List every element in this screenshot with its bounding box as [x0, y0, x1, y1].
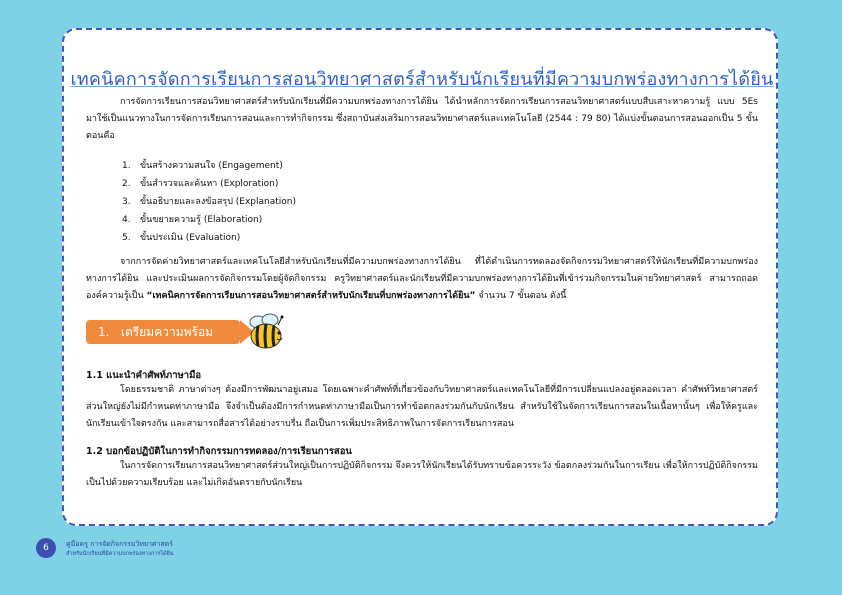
- step-item: 2. ขั้นสำรวจและค้นหา (Exploration): [122, 179, 279, 189]
- step-item: 5. ขั้นประเมิน (Evaluation): [122, 233, 241, 243]
- step-item: 1. ขั้นสร้างความสนใจ (Engagement): [122, 161, 283, 171]
- step-item: 3. ขั้นอธิบายและลงข้อสรุป (Explanation): [122, 197, 296, 207]
- steps-list: [122, 157, 422, 247]
- paragraph-1-1: โดยธรรมชาติ ภาษาต่างๆ ต้องมีการพัฒนาอยู่เสมอ โดยเฉพาะคำศัพท์ที่เกี่ยวข้องกับวิทยาศาสตร์และเทคโนโลยีที่มีการเปลี่ยนแปลงอยู่ตลอดเวลา คำศัพท์วิทยาศาสตร์ส่วนใหญ่ยังไม่มีกำหนดท่าภาษามือ จึงจำเป็นต้องมีการกำหนดท่าภาษามือเป็นการทำข้อตกลงร่วมกันกับนักเรียน สำหรับใช้ในจัดการเรียนการสอนในเนื้อหานั้นๆ เพื่อให้ครูและนักเรียนเข้าใจตรงกัน และสามารถสื่อสารได้อย่างราบรื่น ถือเป็นการเพิ่มประสิทธิภาพในการจัดการเรียนการสอน: [86, 385, 758, 429]
- technique-title-bold: “เทคนิคการจัดการเรียนการสอนวิทยาศาสตร์สำหรับนักเรียนที่บกพร่องทางการได้ยิน”: [146, 291, 476, 301]
- step-item: 4. ขั้นขยายความรู้ (Elaboration): [122, 215, 263, 225]
- page-title: เทคนิคการจัดการเรียนการสอนวิทยาศาสตร์สำหรับนักเรียนที่มีความบกพร่องทางการได้ยิน: [70, 69, 774, 90]
- subheading-1-1: 1.1 แนะนำคำศัพท์ภาษามือ: [86, 370, 202, 381]
- intro-paragraph: การจัดการเรียนการสอนวิทยาศาสตร์สำหรับนักเรียนที่มีความบกพร่องทางการได้ยิน ได้นำหลักการจัดการเรียนการสอนวิทยาศาสตร์แบบสืบเสาะหาความรู้ แบบ 5Es มาใช้เป็นแนวทางในการจัดการเรียนการสอนและการทำกิจกรรม ซึ่งสถาบันส่งเสริมการสอนวิทยาศาสตร์และเทคโนโลยี (2544 : 79 80) ได้แบ่งขั้นตอนการสอนออกเป็น 5 ขั้นตอนคือ: [86, 97, 758, 141]
- section-label: เตรียมความพร้อม: [120, 325, 214, 339]
- paragraph-1-2: ในการจัดการเรียนการสอนวิทยาศาสตร์ส่วนใหญ่เป็นการปฏิบัติกิจกรรม จึงควรให้นักเรียนได้รับทราบข้อควรระวัง ข้อตกลงร่วมกันในการเรียน เพื่อให้การปฏิบัติกิจกรรมเป็นไปด้วยความเรียบร้อย และไม่เกิดอันตรายกับนักเรียน: [86, 461, 758, 488]
- subheading-1-2: 1.2 บอกข้อปฏิบัติในการทำกิจกรรมการทดลอง/การเรียนการสอน: [86, 446, 352, 457]
- section-banner-prepare: [86, 320, 240, 344]
- camp-paragraph: จากการจัดค่ายวิทยาศาสตร์และเทคโนโลยีสำหรับนักเรียนที่มีความบกพร่องทางการได้ยิน ที่ได้ดำเนินการทดลองจัดกิจกรรมวิทยาศาสตร์ให้นักเรียนที่มีความบกพร่องทางการได้ยิน และประเมินผลการจัดกิจกรรมโดยผู้จัดกิจกรรม ครูวิทยาศาสตร์และนักเรียนที่มีความบกพร่องทางการได้ยินที่เข้าร่วมกิจกรรมในค่ายวิทยาศาสตร์ สามารถถอดองค์ความรู้เป็น “เทคนิคการจัดการเรียนการสอนวิทยาศาสตร์สำหรับนักเรียนที่บกพร่องทางการได้ยิน” จำนวน 7 ขั้นตอน ดังนี้: [86, 257, 758, 301]
- page-number-badge: 6: [36, 538, 56, 558]
- section-number: 1.: [98, 325, 110, 339]
- footer-subtitle: สำหรับนักเรียนที่มีความบกพร่องทางการได้ยิน: [66, 551, 174, 557]
- content-card: [62, 28, 778, 526]
- bee-icon: [244, 312, 288, 352]
- footer-title: คู่มือครู การจัดกิจกรรมวิทยาศาสตร์: [66, 540, 173, 548]
